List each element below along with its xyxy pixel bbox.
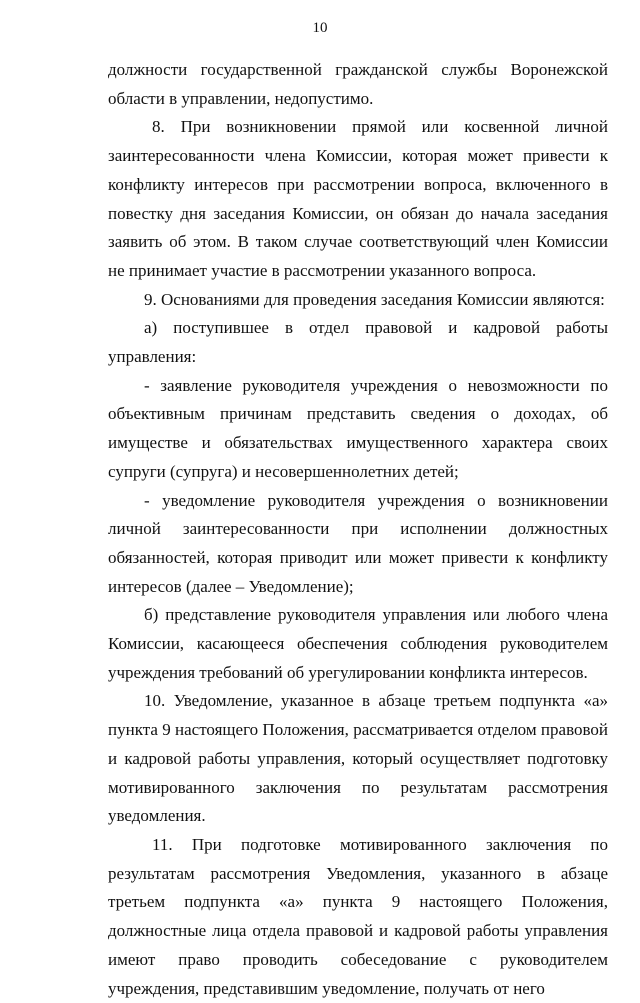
paragraph-dash-notification: - уведомление руководителя учреждения о возникновении личной заинтересованности при исполнении должностных обязанностей, которая приводит или может привести к конфликту интересов (далее – Уведомление); [108, 490, 608, 596]
paragraph-item-11: 11. При подготовке мотивированного заключения по результатам рассмотрения Уведомления, указанного в абзаце третьем подпункта «а» пункта 9 настоящего Положения, должностные лица отдела правовой и кадровой работы управления имеют право проводить собеседование с руководителем учреждения, представившим уведомление, получать от него [108, 834, 608, 998]
page-number: 10 [312, 20, 328, 36]
paragraph-item-10: 10. Уведомление, указанное в абзаце третьем подпункта «а» пункта 9 настоящего Положения, рассматривается отделом правовой и кадровой работы управления, который осуществляет подготовку мотивированного заключения по результатам рассмотрения уведомления. [108, 691, 608, 826]
document-body [108, 56, 608, 1003]
paragraph-subitem-b: б) представление руководителя управления или любого члена Комиссии, касающееся обеспечения соблюдения руководителем учреждения требований об урегулировании конфликта интересов. [108, 605, 608, 682]
paragraph-item-8: 8. При возникновении прямой или косвенной личной заинтересованности члена Комиссии, которая может привести к конфликту интересов при рассмотрении вопроса, включенного в повестку дня заседания Комиссии, он обязан до начала заседания заявить об этом. В таком случае соответствующий член Комиссии не принимает участие в рассмотрении указанного вопроса. [108, 117, 608, 280]
paragraph-item-9: 9. Основаниями для проведения заседания Комиссии являются: [144, 289, 605, 309]
paragraph-subitem-a: а) поступившее в отдел правовой и кадровой работы управления: [108, 318, 608, 367]
paragraph-dash-statement: - заявление руководителя учреждения о невозможности по объективным причинам представить сведения о доходах, об имуществе и обязательствах имущественного характера своих супруги (супруга) и несовершеннолетних детей; [108, 375, 608, 481]
paragraph-continuation: должности государственной гражданской службы Воронежской области в управлении, недопустимо. [108, 60, 608, 108]
